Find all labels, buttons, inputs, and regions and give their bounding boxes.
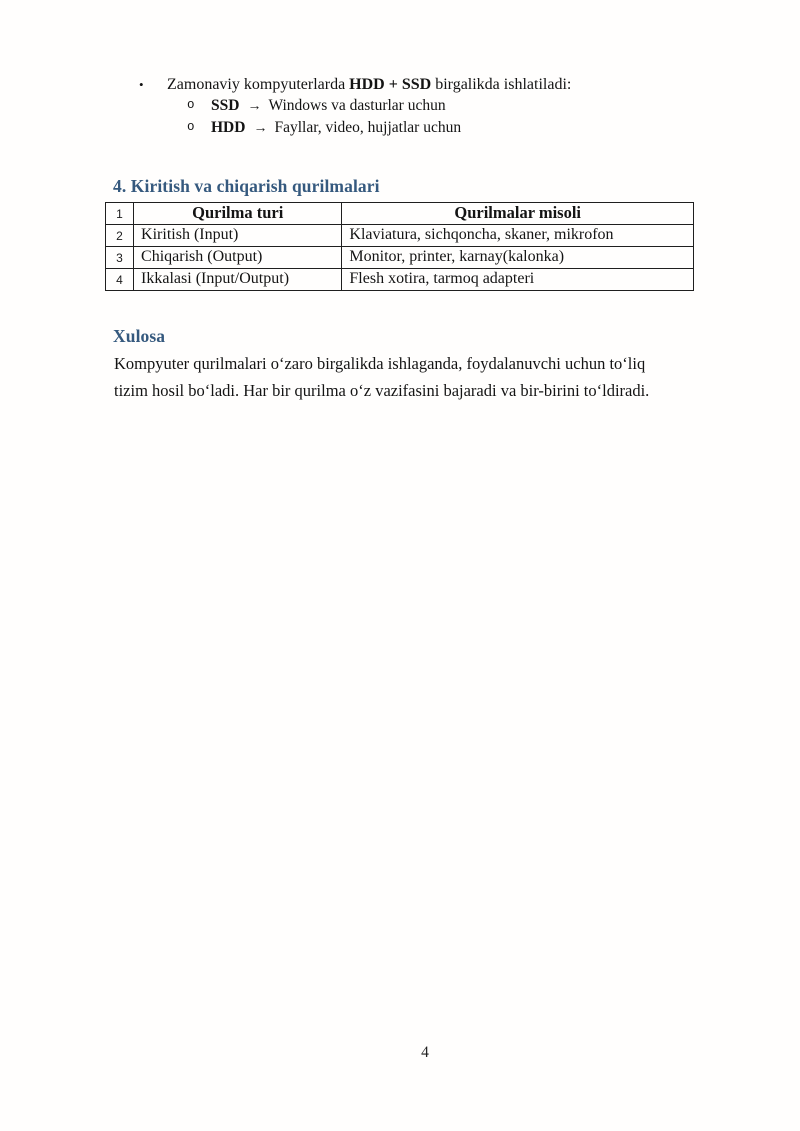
bullet-list: [139, 74, 719, 139]
table-cell-num: 2: [106, 225, 134, 247]
paragraph-line: Kompyuter qurilmalari o‘zaro birgalikda ishlaganda, foydalanuvchi uchun to‘liq: [114, 354, 646, 373]
page-footer: [105, 1044, 745, 1062]
table-row: [106, 203, 694, 225]
circle-bullet-marker: o: [187, 120, 195, 134]
circle-bullet-marker: o: [187, 98, 195, 112]
bullet-text: [167, 74, 571, 95]
table-cell-examples: Qurilmalar misoli: [342, 203, 694, 225]
sub-bullet-rest: Windows va dasturlar uchun: [268, 97, 446, 114]
arrow-glyph: →: [247, 99, 262, 114]
sub-bullet-item: [187, 117, 719, 139]
device-table-body: [106, 203, 694, 291]
device-table: [105, 202, 694, 291]
table-cell-num: 1: [106, 203, 134, 225]
table-cell-examples: Monitor, printer, karnay(kalonka): [342, 247, 694, 269]
sub-bullet-item: [187, 95, 719, 117]
arrow-glyph: →: [253, 121, 268, 136]
sub-bullet-list: [187, 95, 719, 139]
sub-bullet-text: [211, 117, 461, 139]
sub-bullet-text: [211, 95, 446, 117]
sub-bullet-bold: SSD: [211, 97, 240, 114]
table-cell-num: 4: [106, 269, 134, 291]
page-number: 4: [421, 1044, 429, 1061]
bullet-text-prefix: Zamonaviy kompyuterlarda: [167, 76, 350, 93]
sub-bullet-bold: HDD: [211, 119, 246, 136]
table-row: [106, 247, 694, 269]
table-cell-type: Chiqarish (Output): [134, 247, 342, 269]
table-row: [106, 269, 694, 291]
bullet-item: [139, 74, 719, 95]
bullet-text-suffix: birgalikda ishlatiladi:: [431, 76, 572, 93]
bullet-text-bold: HDD + SSD: [349, 76, 432, 93]
table-cell-type: Qurilma turi: [134, 203, 342, 225]
table-cell-examples: Flesh xotira, tarmoq adapteri: [342, 269, 694, 291]
table-cell-type: Kiritish (Input): [134, 225, 342, 247]
conclusion-heading: Xulosa: [113, 326, 166, 346]
sub-bullet-rest: Fayllar, video, hujjatlar uchun: [274, 119, 462, 136]
table-cell-num: 3: [106, 247, 134, 269]
table-row: [106, 225, 694, 247]
disc-bullet-marker: •: [139, 77, 144, 92]
conclusion-paragraph: [114, 351, 746, 404]
table-cell-type: Ikkalasi (Input/Output): [134, 269, 342, 291]
paragraph-line: tizim hosil bo‘ladi. Har bir qurilma o‘z vazifasini bajaradi va bir-birini to‘ldiradi.: [114, 380, 650, 400]
section-heading: 4. Kiritish va chiqarish qurilmalari: [113, 176, 380, 196]
table-cell-examples: Klaviatura, sichqoncha, skaner, mikrofon: [342, 225, 694, 247]
